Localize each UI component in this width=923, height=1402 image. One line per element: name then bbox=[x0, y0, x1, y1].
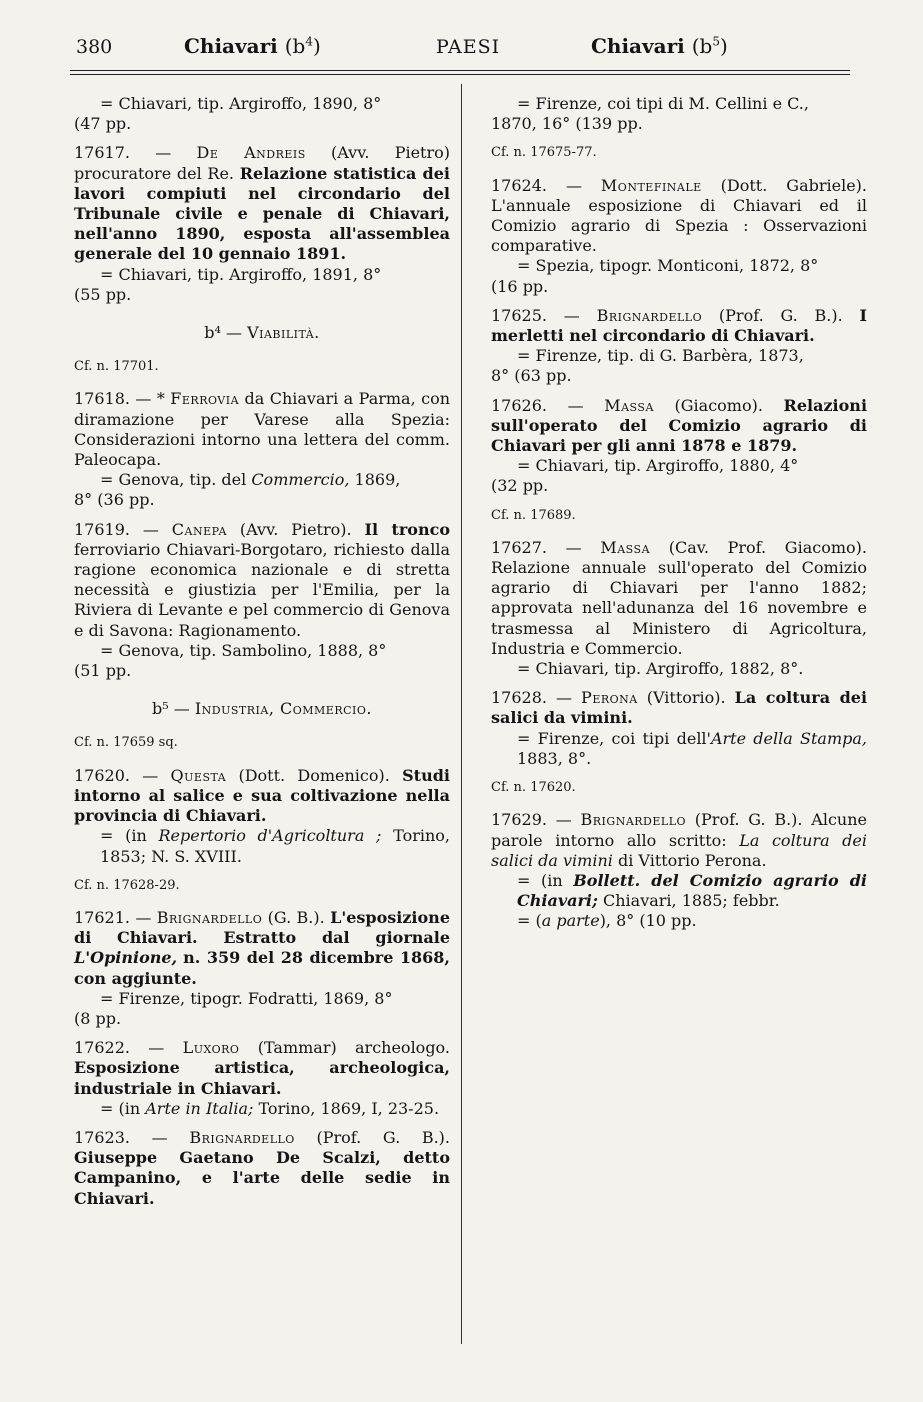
entry-number: 17625. — bbox=[491, 305, 580, 325]
entry-author: Brignardello bbox=[580, 810, 687, 830]
entry-imprint: = (in Arte in Italia; Torino, 1869, I, 23-25. bbox=[100, 1098, 440, 1118]
entry-author: Montefinale bbox=[600, 175, 702, 195]
cross-reference: Cf. n. 17628-29. bbox=[74, 877, 180, 893]
entry-title: Relazioni sull'operato del Comizio agrario di Chiavari per gli anni 1878 e 1879. bbox=[491, 395, 868, 456]
entry-continuation: = Firenze, coi tipi di M. Cellini e C., 1870, 16° (139 pp. bbox=[491, 94, 809, 134]
column-divider bbox=[461, 84, 462, 1344]
entry-17625: 17625. — Brignardello (Prof. G. B.). I merletti nel circondario di Chiavari. = Firenze, tip. di G. Barbèra, 1873, 8° (63 pp. bbox=[491, 305, 868, 386]
left-column bbox=[74, 94, 450, 1218]
entry-17627: 17627. — Massa (Cav. Prof. Giacomo). Relazione annuale sull'operato del Comizio agrario di Chiavari per l'anno 1882; approvata nell'adunanza del 16 novembre e trasmessa al Ministero di Agricoltura, Industria e Commercio. = Chiavari, tip. Argiroffo, 1882, 8°. bbox=[491, 537, 867, 679]
entry-number: 17618. — * bbox=[74, 389, 165, 409]
entry-author: Brignardello bbox=[596, 305, 703, 325]
entry-number: 17629. — bbox=[491, 810, 572, 830]
entry-imprint: = Genova, tip. Sambolino, 1888, 8° bbox=[100, 640, 387, 660]
center-running-title: PAESI bbox=[436, 36, 501, 58]
section-heading-b5: b⁵ — Industria, Commercio. bbox=[152, 699, 372, 719]
entry-author: Luxoro bbox=[182, 1038, 240, 1058]
entry-title: I merletti nel circondario di Chiavari. bbox=[491, 305, 868, 346]
entry-imprint: = Chiavari, tip. Argiroffo, 1882, 8°. bbox=[517, 659, 804, 679]
running-header bbox=[66, 34, 851, 70]
entry-17629: 17629. — Brignardello (Prof. G. B.). Alcune parole intorno allo scritto: La coltura dei salici da vimini di Vittorio Perona. = (in Bollett. del Comizio agrario di Chiavari; Chiavari, 1885; febbr. = (a parte), 8° (10 pp. bbox=[491, 810, 867, 931]
entry-17619: 17619. — Canepa (Avv. Pietro). Il tronco ferroviario Chiavari-Borgotaro, richiesto dalla ragione economica nazionale e di stretta necessità e giustizia per l'Emilia, per la Riviera di Levante e pel commercio di Genova e di Savona: Ragionamento. = Genova, tip. Sambolino, 1888, 8° (51 pp. bbox=[74, 519, 451, 681]
entry-17624: 17624. — Montefinale (Dott. Gabriele). L'annuale esposizione di Chiavari ed il Comizio agrario di Spezia : Osservazioni comparative. = Spezia, tipogr. Monticoni, 1872, 8° (16 pp. bbox=[491, 175, 867, 296]
entry-number: 17619. — bbox=[74, 519, 159, 539]
entry-17621: 17621. — Brignardello (G. B.). L'esposizione di Chiavari. Estratto dal giornale L'Opinione, n. 359 del 28 dicembre 1868, con aggiunte. = Firenze, tipogr. Fodratti, 1869, 8° (8 pp. bbox=[74, 907, 450, 1028]
entry-author: De Andreis bbox=[196, 143, 306, 163]
entry-number: 17617. — bbox=[74, 143, 172, 163]
entry-continuation: = Chiavari, tip. Argiroffo, 1890, 8° (47 pp. bbox=[74, 94, 382, 134]
entry-number: 17626. — bbox=[491, 395, 584, 415]
entry-imprint: = (in Bollett. del Comizio agrario di Chiavari; Chiavari, 1885; febbr. bbox=[517, 870, 867, 911]
entry-title: Il tronco bbox=[364, 519, 451, 539]
cross-reference: Cf. n. 17659 sq. bbox=[74, 735, 178, 751]
entry-title: Alcune parole intorno allo scritto: bbox=[491, 810, 867, 850]
entry-number: 17624. — bbox=[491, 175, 582, 195]
entry-imprint: = Chiavari, tip. Argiroffo, 1880, 4° bbox=[517, 456, 799, 476]
entry-imprint: = Firenze, coi tipi dell'Arte della Stampa, 1883, 8°. bbox=[517, 728, 867, 768]
entry-imprint: = Genova, tip. del Commercio, 1869, bbox=[100, 470, 401, 490]
entry-title: Relazione statistica dei lavori compiuti nel circondario del Tribunale civile e penale di Chiavari, bbox=[74, 163, 450, 224]
left-running-title: Chiavari $(b^4)$ bbox=[184, 34, 321, 58]
entry-number: 17628. — bbox=[491, 688, 573, 708]
entry-17617: 17617. — De Andreis (Avv. Pietro) procuratore del Re. Relazione statistica dei lavori compiuti nel circondario del Tribunale civile e penale di Chiavari, nell'anno 1890, esposta all'assemblea generale del 10 gennaio 1891. = Chiavari, tip. Argiroffo, 1891, 8° (55 pp. bbox=[74, 143, 450, 304]
entry-title: L'esposizione di Chiavari. Estratto dal giornale bbox=[74, 907, 450, 948]
entry-author: Canepa bbox=[171, 519, 227, 539]
page-number: 380 bbox=[76, 36, 113, 58]
entry-author: Massa bbox=[604, 395, 654, 415]
right-running-title: Chiavari $(b^5)$ bbox=[591, 34, 728, 58]
entry-imprint: = (in Repertorio d'Agricoltura ; Torino, 1853; N. S. XVIII. bbox=[100, 826, 451, 866]
cross-reference: Cf. n. 17701. bbox=[74, 359, 159, 375]
entry-title: Studi intorno al salice e sua coltivazione nella provincia di Chiavari. bbox=[74, 765, 450, 826]
entry-author: Perona bbox=[581, 688, 638, 708]
entry-imprint: = Firenze, tip. di G. Barbèra, 1873, bbox=[517, 346, 804, 366]
entry-imprint: = Spezia, tipogr. Monticoni, 1872, 8° bbox=[517, 256, 819, 276]
entry-number: 17627. — bbox=[491, 537, 582, 557]
right-column bbox=[491, 94, 867, 941]
entry-author: Massa bbox=[600, 537, 651, 557]
cross-reference: Cf. n. 17620. bbox=[491, 780, 576, 796]
cross-reference: Cf. n. 17675-77. bbox=[491, 145, 597, 161]
entry-number: 17623. — bbox=[74, 1127, 168, 1147]
entry-author: Questa bbox=[170, 765, 227, 785]
cross-reference: Cf. n. 17689. bbox=[491, 507, 576, 523]
entry-author: Brignardello bbox=[156, 907, 263, 927]
entry-17623: 17623. — Brignardello (Prof. G. B.). Giuseppe Gaetano De Scalzi, detto Campanino, e l'arte delle sedie in Chiavari. bbox=[74, 1127, 451, 1208]
entry-imprint-separate: = (a parte), 8° (10 pp. bbox=[517, 911, 697, 931]
entry-number: 17622. — bbox=[74, 1038, 165, 1058]
header-rule bbox=[70, 70, 850, 71]
entry-title: Esposizione artistica, archeologica, industriale in Chiavari. bbox=[74, 1058, 450, 1098]
entry-17622: 17622. — Luxoro (Tammar) archeologo. Esposizione artistica, archeologica, industriale in Chiavari. = (in Arte in Italia; Torino, 1869, I, 23-25. bbox=[74, 1038, 450, 1118]
entry-imprint: = Chiavari, tip. Argiroffo, 1891, 8° bbox=[100, 264, 382, 284]
entry-imprint: = Firenze, tipogr. Fodratti, 1869, 8° bbox=[100, 988, 393, 1008]
header-rule-secondary bbox=[70, 74, 850, 75]
entry-title: L'annuale esposizione di Chiavari ed il Comizio agrario di Spezia : Osservazioni comparative. bbox=[491, 195, 867, 256]
entry-number: 17621. — bbox=[74, 907, 152, 927]
section-heading-b4: b⁴ — Viabilità. bbox=[204, 323, 320, 343]
entry-17618: 17618. — * Ferrovia da Chiavari a Parma, con diramazione per Varese alla Spezia: Considerazioni intorno una lettera del comm. Paleocapa. = Genova, tip. del Commercio, 1869, 8° (36 pp. bbox=[74, 389, 450, 510]
entry-number: 17620. — bbox=[74, 765, 159, 785]
entry-title: La coltura dei salici da vimini. bbox=[491, 688, 868, 728]
entry-author: Ferrovia bbox=[170, 389, 240, 409]
entry-title: Relazione annuale sull'operato del Comizio agrario di Chiavari per l'anno 1882; approvata nell'adunanza del 16 novembre e trasmessa al Ministero di Agricoltura, Industria e Commercio. bbox=[491, 558, 867, 658]
entry-17620: 17620. — Questa (Dott. Domenico). Studi intorno al salice e sua coltivazione nella provincia di Chiavari. = (in Repertorio d'Agricoltura ; Torino, 1853; N. S. XVIII. bbox=[74, 765, 451, 866]
entry-author: Brignardello bbox=[189, 1127, 295, 1147]
entry-17626: 17626. — Massa (Giacomo). Relazioni sull'operato del Comizio agrario di Chiavari per gli anni 1878 e 1879. = Chiavari, tip. Argiroffo, 1880, 4° (32 pp. bbox=[491, 395, 868, 496]
entry-17628: 17628. — Perona (Vittorio). La coltura dei salici da vimini. = Firenze, coi tipi dell'Arte della Stampa, 1883, 8°. bbox=[491, 688, 868, 768]
entry-title: Giuseppe Gaetano De Scalzi, detto Campanino, e l'arte delle sedie in Chiavari. bbox=[74, 1148, 450, 1208]
